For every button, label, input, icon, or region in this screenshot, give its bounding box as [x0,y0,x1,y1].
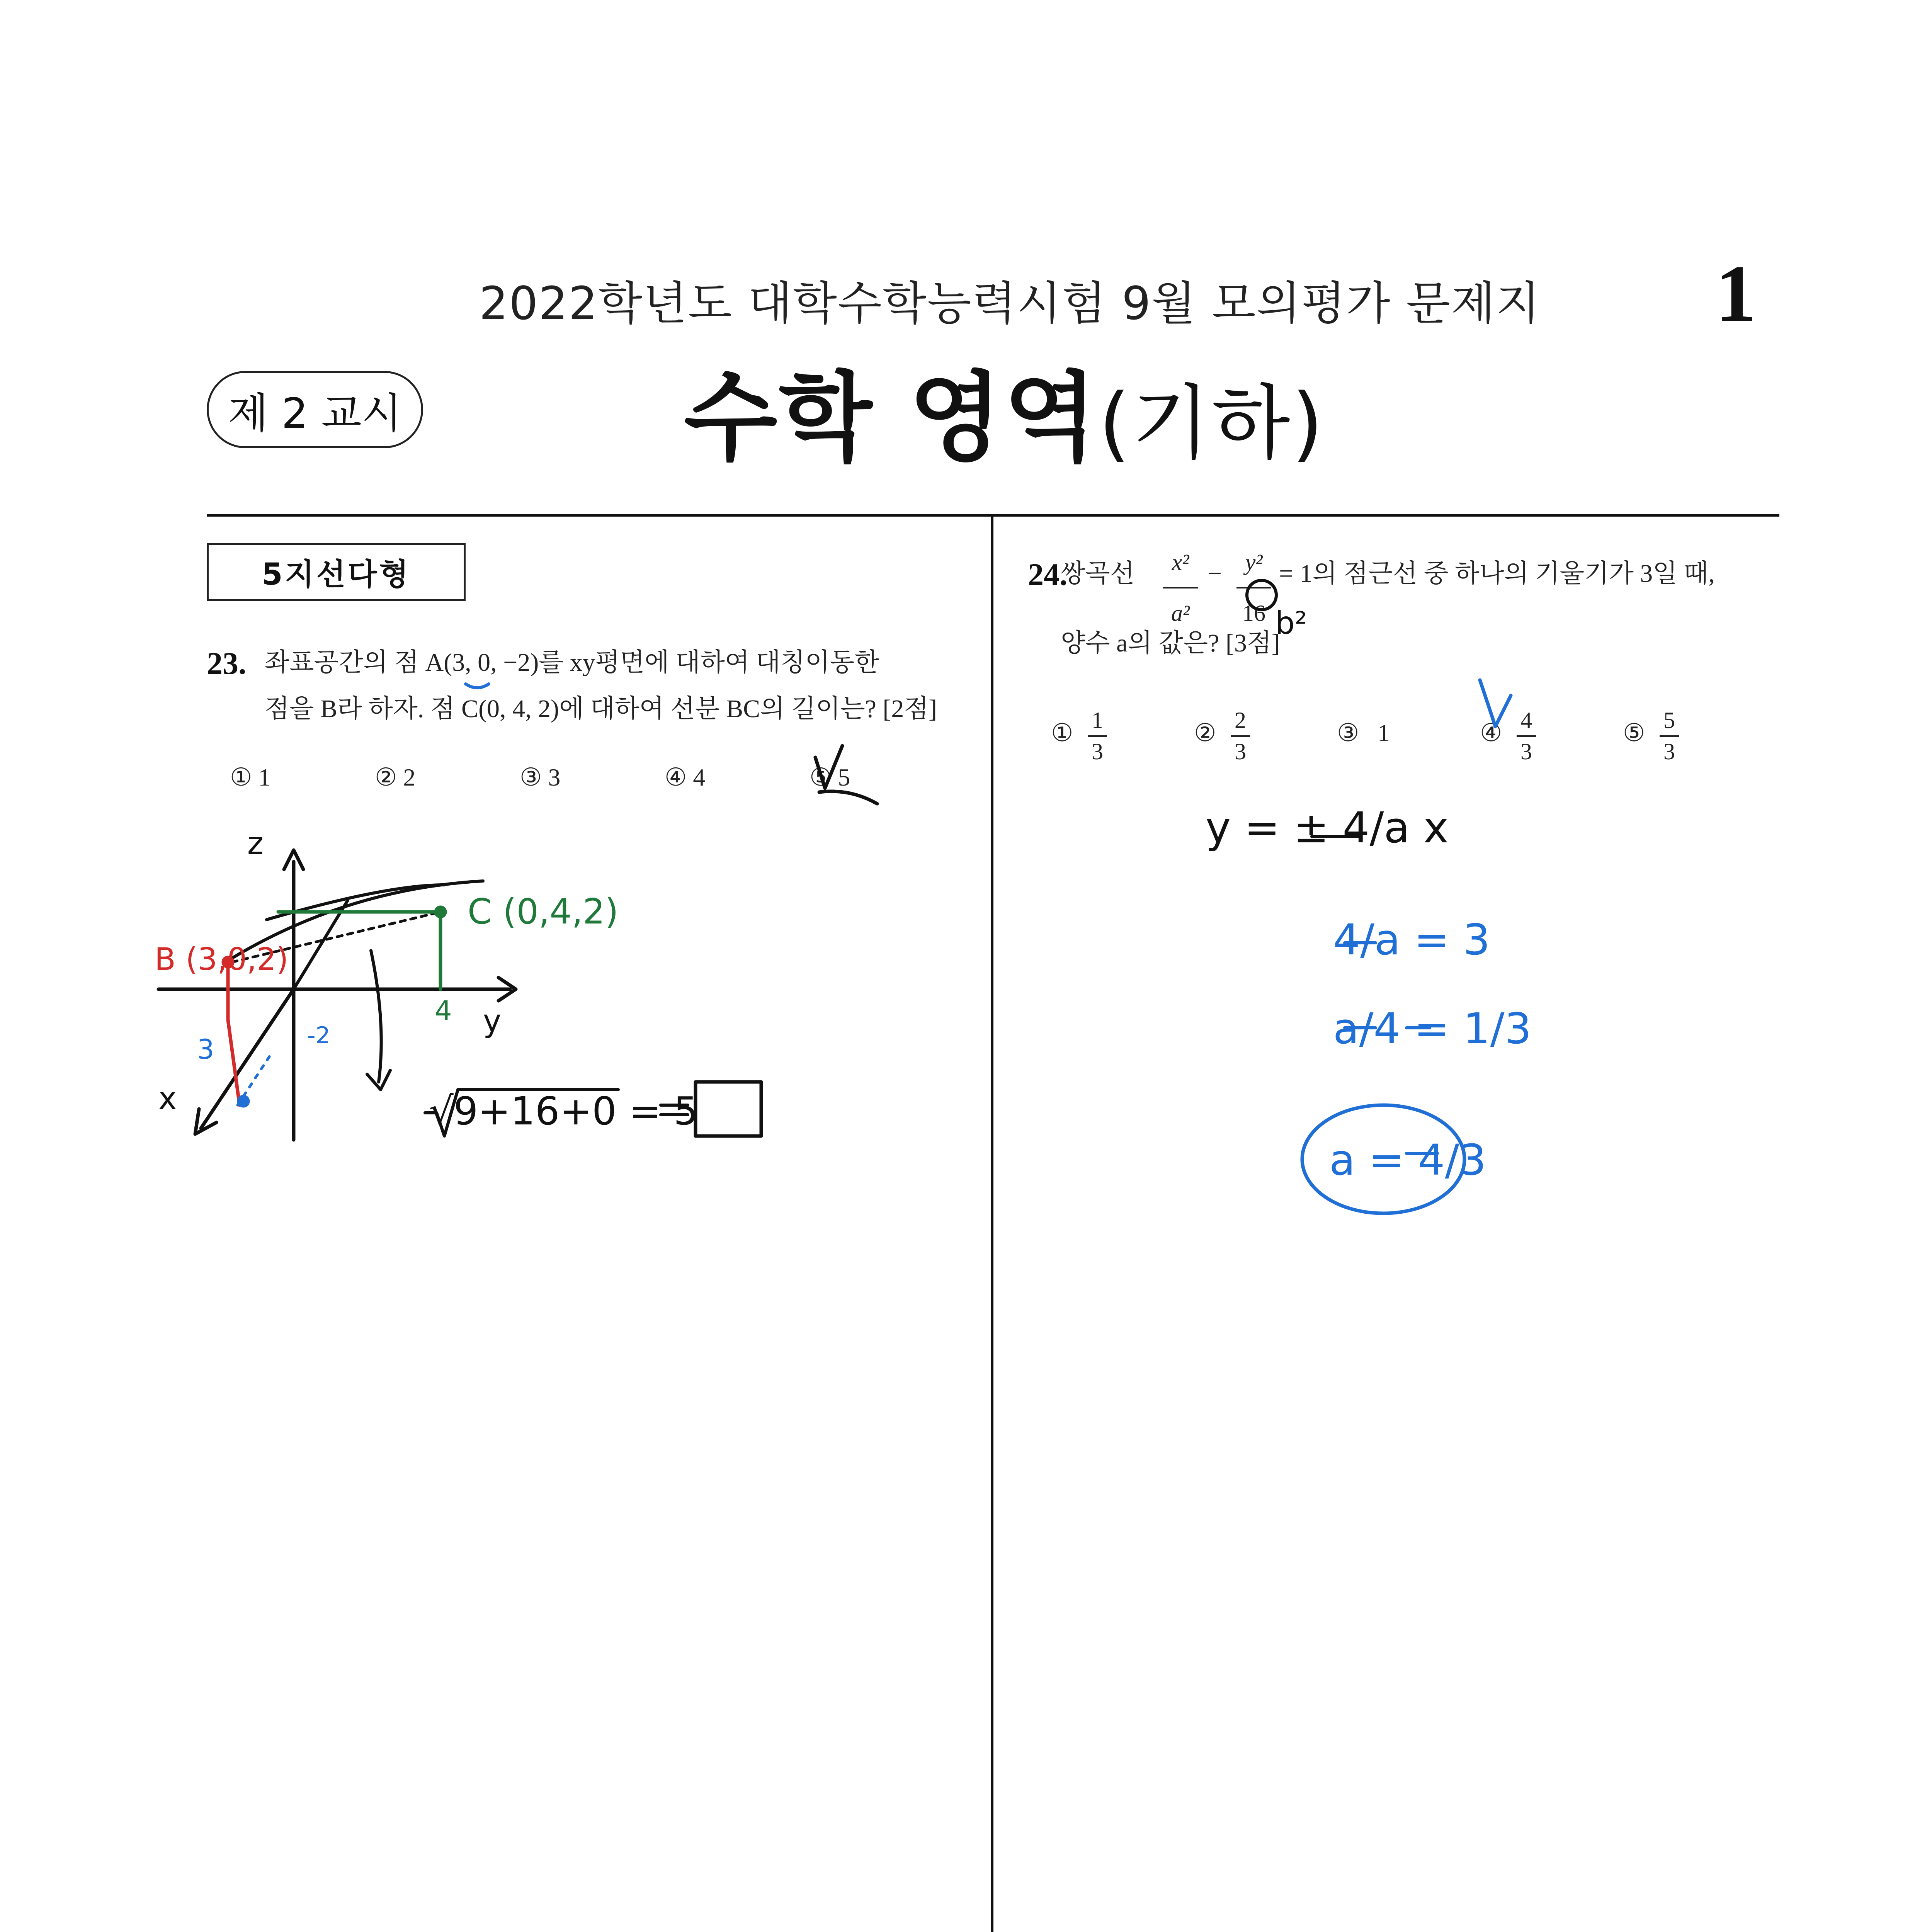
hw-tick-4: 4 [435,995,452,1027]
q24-suffix: = 1의 점근선 중 하나의 기울기가 3일 때, [1279,560,1715,588]
q24-choice-4-mark: ④ [1480,719,1502,747]
hw-axis-y: y [483,1003,502,1039]
q24-circle-16 [1247,580,1276,610]
q24-choice-4-den: 3 [1520,739,1532,764]
hw-q23-work: √9+16+0 = 5 [429,1088,698,1134]
q24-choice-3-value: 1 [1378,719,1390,747]
q24-choice-4-num: 4 [1520,707,1532,733]
q24-choice-5-mark: ⑤ [1623,719,1645,747]
q23-number: 23. [207,646,247,681]
q24-choice-1-den: 3 [1092,739,1103,764]
q24-number: 24. [1028,557,1068,592]
section-label-text: 5지선다형 [262,557,411,592]
hw-q24-step3: a/4 = 1/3 [1333,1004,1532,1053]
hw-point-b: B (3,0,2) [155,941,289,977]
point-a-dot [237,1095,250,1107]
q24-x2: x² [1172,549,1189,575]
q24-choice-1-num: 1 [1092,707,1103,733]
q23-choice-3[interactable]: ③ 3 [520,764,561,791]
hw-tick-3: 3 [197,1034,214,1065]
page-number: 1 [1716,249,1756,338]
x-axis-line [201,989,294,1128]
q23-choice-2[interactable]: ② 2 [375,764,416,791]
q23-text-line2: 점을 B라 하자. 점 C(0, 4, 2)에 대하여 선분 BC의 길이는? [2점] [265,695,937,723]
q24-choice-2-den: 3 [1235,739,1246,764]
q23-choice-4[interactable]: ④ 4 [665,764,706,791]
subject-sub: (기하) [1099,376,1325,471]
q24-prefix: 쌍곡선 [1061,560,1135,588]
q24-choice-5-den: 3 [1663,739,1675,764]
q23-underline-mark [466,684,489,688]
q23-text-line1: 좌표공간의 점 A(3, 0, −2)를 xy평면에 대하여 대칭이동한 [265,648,879,677]
q24-sixteen: 16 [1242,600,1265,626]
q23-answer-box [696,1082,761,1136]
arrow-to-work [371,951,381,1082]
hw-point-c: C (0,4,2) [468,891,619,932]
hw-q24-answer: a = 4/3 [1329,1135,1486,1185]
q24-choice-3-mark: ③ [1337,719,1359,747]
q23-check-mark [815,746,877,804]
period-label: 제 2 교시 [228,389,402,438]
hw-q24-b2: b² [1275,605,1307,641]
q24-a2: a² [1171,600,1190,626]
point-c-dot [434,906,447,918]
q23-choice-5[interactable]: ⑤ 5 [810,764,850,791]
hw-axis-z: z [247,825,264,861]
hw-tick-neg2: -2 [307,1022,330,1049]
q24-minus: − [1208,560,1222,588]
hw-q24-step1: y = ± 4/a x [1206,803,1449,852]
q24-choice-1-mark: ① [1051,719,1073,747]
q24-choice-2-mark: ② [1194,719,1216,747]
hw-q24-step2: 4/a = 3 [1333,915,1490,964]
q24-y2: y² [1245,549,1263,575]
q24-text-line2: 양수 a의 값은? [3점] [1061,629,1280,657]
q23-choice-1[interactable]: ① 1 [230,764,271,791]
q24-check-mark [1480,680,1511,726]
exam-title: 2022학년도 대학수학능력시험 9월 모의평가 문제지 [479,277,1541,330]
q24-choice-2-num: 2 [1235,707,1246,733]
subject-main: 수학 영역 [684,362,1099,474]
q24-choice-5-num: 5 [1663,707,1675,733]
hw-axis-x: x [158,1080,177,1116]
